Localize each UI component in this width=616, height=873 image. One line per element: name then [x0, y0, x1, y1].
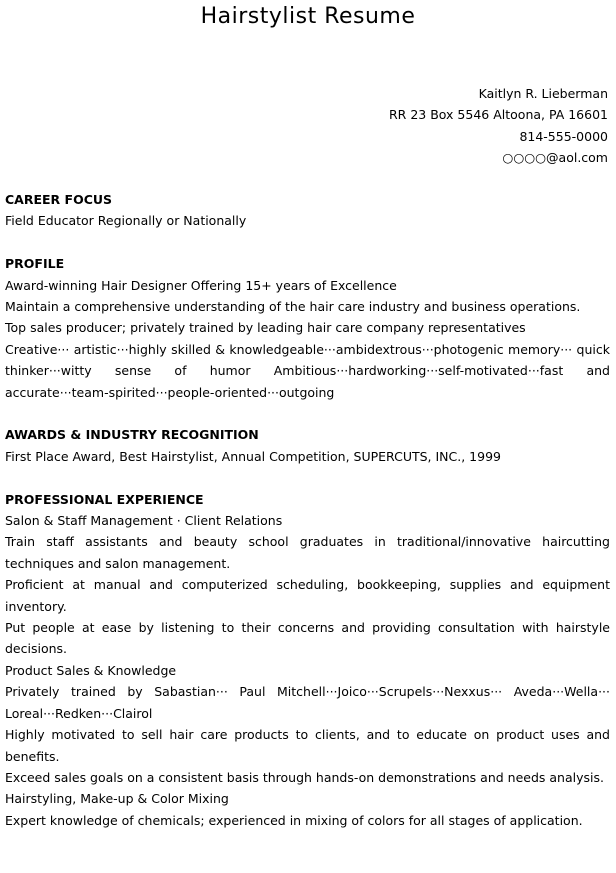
experience-subheading: Hairstyling, Make-up & Color Mixing: [5, 791, 229, 807]
profile-line: Top sales producer; privately trained by leading hair care company representatives: [5, 320, 526, 336]
experience-line: Exceed sales goals on a consistent basis through hands-on demonstrations and needs analysis.: [5, 769, 604, 785]
contact-block: [389, 83, 608, 169]
contact-name: Kaitlyn R. Lieberman: [478, 86, 608, 101]
career-focus-text: Field Educator Regionally or Nationally: [5, 213, 247, 229]
experience-subheading: Salon & Staff Management · Client Relations: [5, 513, 283, 529]
experience-line: Privately trained by Sabastian··· Paul Mitchell···Joico···Scrupels···Nexxus··· Aveda···Wella··· Loreal···Redken···Clairol: [5, 684, 610, 721]
awards-text: First Place Award, Best Hairstylist, Annual Competition, SUPERCUTS, INC., 1999: [5, 448, 501, 464]
experience-line: Highly motivated to sell hair care products to clients, and to educate on product uses and benefits.: [5, 727, 610, 764]
career-focus-heading: CAREER FOCUS: [5, 192, 113, 207]
contact-address: RR 23 Box 5546 Altoona, PA 16601: [389, 107, 608, 123]
page-title: Hairstylist Resume: [200, 4, 416, 29]
profile-line: Creative··· artistic···highly skilled & knowledgeable···ambidextrous···photogenic memory··· quick thinker···witty sense of humor Ambitious···hardworking···self-motivated···fast and accurate···team-spirited···people-oriented···outgoing: [5, 341, 610, 400]
experience-line: Proficient at manual and computerized scheduling, bookkeeping, supplies and equipment inventory.: [5, 577, 610, 614]
experience-line: Expert knowledge of chemicals; experienced in mixing of colors for all stages of application.: [5, 812, 583, 828]
contact-phone: 814-555-0000: [519, 128, 608, 144]
section-spacer: [5, 232, 610, 253]
experience-subheading: Product Sales & Knowledge: [5, 662, 177, 678]
section-spacer: [5, 403, 610, 424]
experience-heading: PROFESSIONAL EXPERIENCE: [5, 491, 204, 507]
experience-line: Put people at ease by listening to their concerns and providing consultation with hairstyle decisions.: [5, 620, 610, 657]
experience-line: Train staff assistants and beauty school graduates in traditional/innovative haircutting techniques and salon management.: [5, 534, 610, 571]
contact-email: ○○○○@aol.com: [502, 150, 608, 166]
profile-line: Maintain a comprehensive understanding of the hair care industry and business operations.: [5, 299, 581, 315]
profile-line: Award-winning Hair Designer Offering 15+ years of Excellence: [5, 277, 397, 293]
profile-heading: PROFILE: [5, 256, 65, 272]
section-spacer: [5, 467, 610, 488]
awards-heading: AWARDS & INDUSTRY RECOGNITION: [5, 427, 259, 443]
resume-body: [5, 189, 610, 831]
